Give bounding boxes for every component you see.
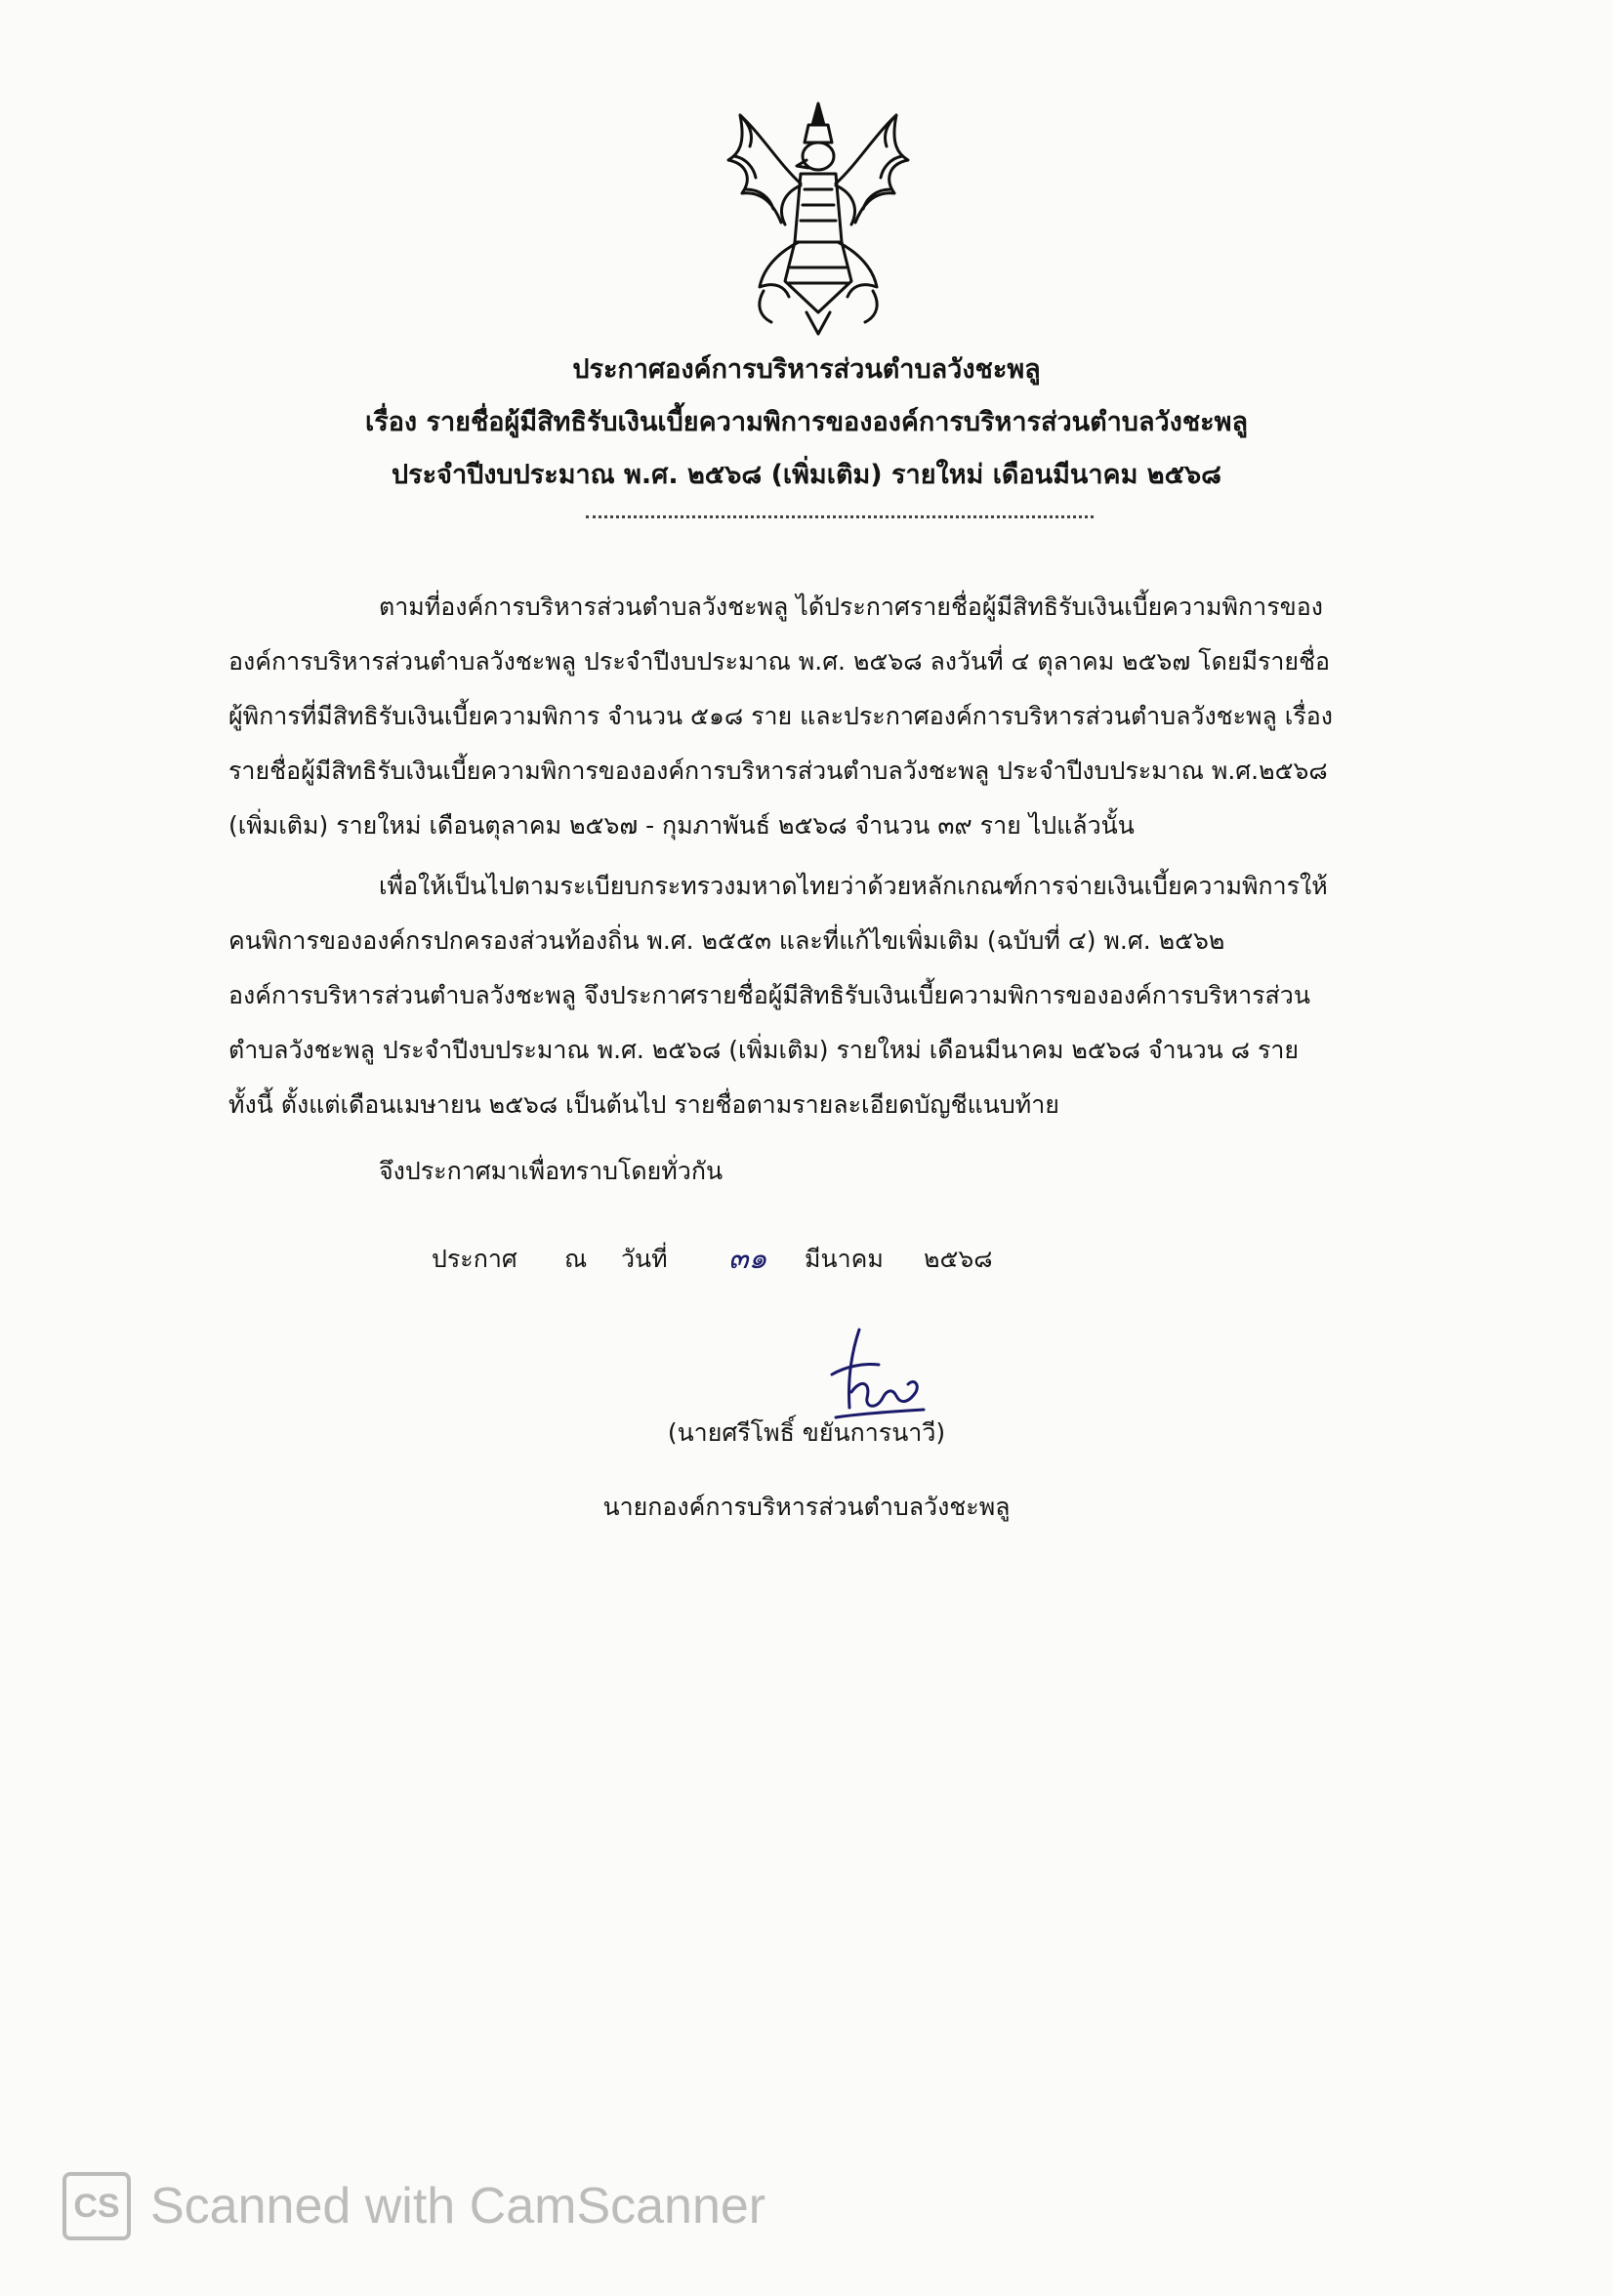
- paragraph-line: ตำบลวังชะพลู ประจำปีงบประมาณ พ.ศ. ๒๕๖๘ (เพิ่มเติม) รายใหม่ เดือนมีนาคม ๒๕๖๘ จำนวน ๘ ราย: [228, 1036, 1300, 1064]
- handwritten-day: ๓๑: [728, 1242, 767, 1276]
- announcement-heading: [0, 344, 1613, 502]
- date-month: มีนาคม: [805, 1245, 884, 1273]
- heading-subject: เรื่อง รายชื่อผู้มีสิทธิรับเงินเบี้ยความพิการขององค์การบริหารส่วนตำบลวังชะพลู: [364, 407, 1249, 437]
- closing-statement: จึงประกาศมาเพื่อทราบโดยทั่วกัน: [379, 1157, 724, 1185]
- camscanner-logo-icon: CS: [62, 2172, 131, 2240]
- paragraph-line: ตามที่องค์การบริหารส่วนตำบลวังชะพลู ได้ประกาศรายชื่อผู้มีสิทธิรับเงินเบี้ยความพิการของ: [379, 593, 1323, 621]
- signer-name: (นายศรีโพธิ์ ขยันการนาวี): [667, 1418, 946, 1447]
- garuda-emblem-icon: [721, 96, 916, 338]
- paragraph-line: (เพิ่มเติม) รายใหม่ เดือนตุลาคม ๒๕๖๗ - กุมภาพันธ์ ๒๕๖๘ จำนวน ๓๙ ราย ไปแล้วนั้น: [228, 811, 1135, 840]
- date-day-label: วันที่: [621, 1245, 668, 1273]
- heading-fiscal-year: ประจำปีงบประมาณ พ.ศ. ๒๕๖๘ (เพิ่มเติม) รายใหม่ เดือนมีนาคม ๒๕๖๘: [391, 460, 1222, 490]
- signer-position: นายกองค์การบริหารส่วนตำบลวังชะพลู: [602, 1493, 1011, 1521]
- paragraph-line: ผู้พิการที่มีสิทธิรับเงินเบี้ยความพิการ จำนวน ๕๑๘ ราย และประกาศองค์การบริหารส่วนตำบลวังชะพลู เรื่อง: [228, 702, 1333, 730]
- dotted-divider: [586, 515, 1094, 518]
- paragraph-line: เพื่อให้เป็นไปตามระเบียบกระทรวงมหาดไทยว่าด้วยหลักเกณฑ์การจ่ายเงินเบี้ยความพิการให้: [379, 872, 1328, 900]
- paragraph-line: องค์การบริหารส่วนตำบลวังชะพลู ประจำปีงบประมาณ พ.ศ. ๒๕๖๘ ลงวันที่ ๔ ตุลาคม ๒๕๖๗ โดยมีรายชื่อ: [228, 647, 1331, 676]
- heading-title: ประกาศองค์การบริหารส่วนตำบลวังชะพลู: [572, 354, 1041, 385]
- watermark-text: Scanned with CamScanner: [150, 2178, 766, 2234]
- paragraph-line: ทั้งนี้ ตั้งแต่เดือนเมษายน ๒๕๖๘ เป็นต้นไป รายชื่อตามรายละเอียดบัญชีแนบท้าย: [228, 1090, 1059, 1119]
- date-year: ๒๕๖๘: [924, 1245, 993, 1273]
- paragraph-line: องค์การบริหารส่วนตำบลวังชะพลู จึงประกาศรายชื่อผู้มีสิทธิรับเงินเบี้ยความพิการขององค์การบริหารส่วน: [228, 981, 1310, 1009]
- date-at: ณ: [564, 1245, 588, 1273]
- paragraph-line: คนพิการขององค์กรปกครองส่วนท้องถิ่น พ.ศ. ๒๕๕๓ และที่แก้ไขเพิ่มเติม (ฉบับที่ ๔) พ.ศ. ๒๕๖๒: [228, 926, 1225, 955]
- camscanner-watermark: [62, 2169, 765, 2243]
- paragraph-background: [228, 580, 1467, 853]
- paragraph-line: รายชื่อผู้มีสิทธิรับเงินเบี้ยความพิการขององค์การบริหารส่วนตำบลวังชะพลู ประจำปีงบประมาณ พ.ศ.๒๕๖๘: [228, 757, 1328, 785]
- paragraph-announcement: [228, 859, 1467, 1132]
- date-label: ประกาศ: [432, 1245, 517, 1273]
